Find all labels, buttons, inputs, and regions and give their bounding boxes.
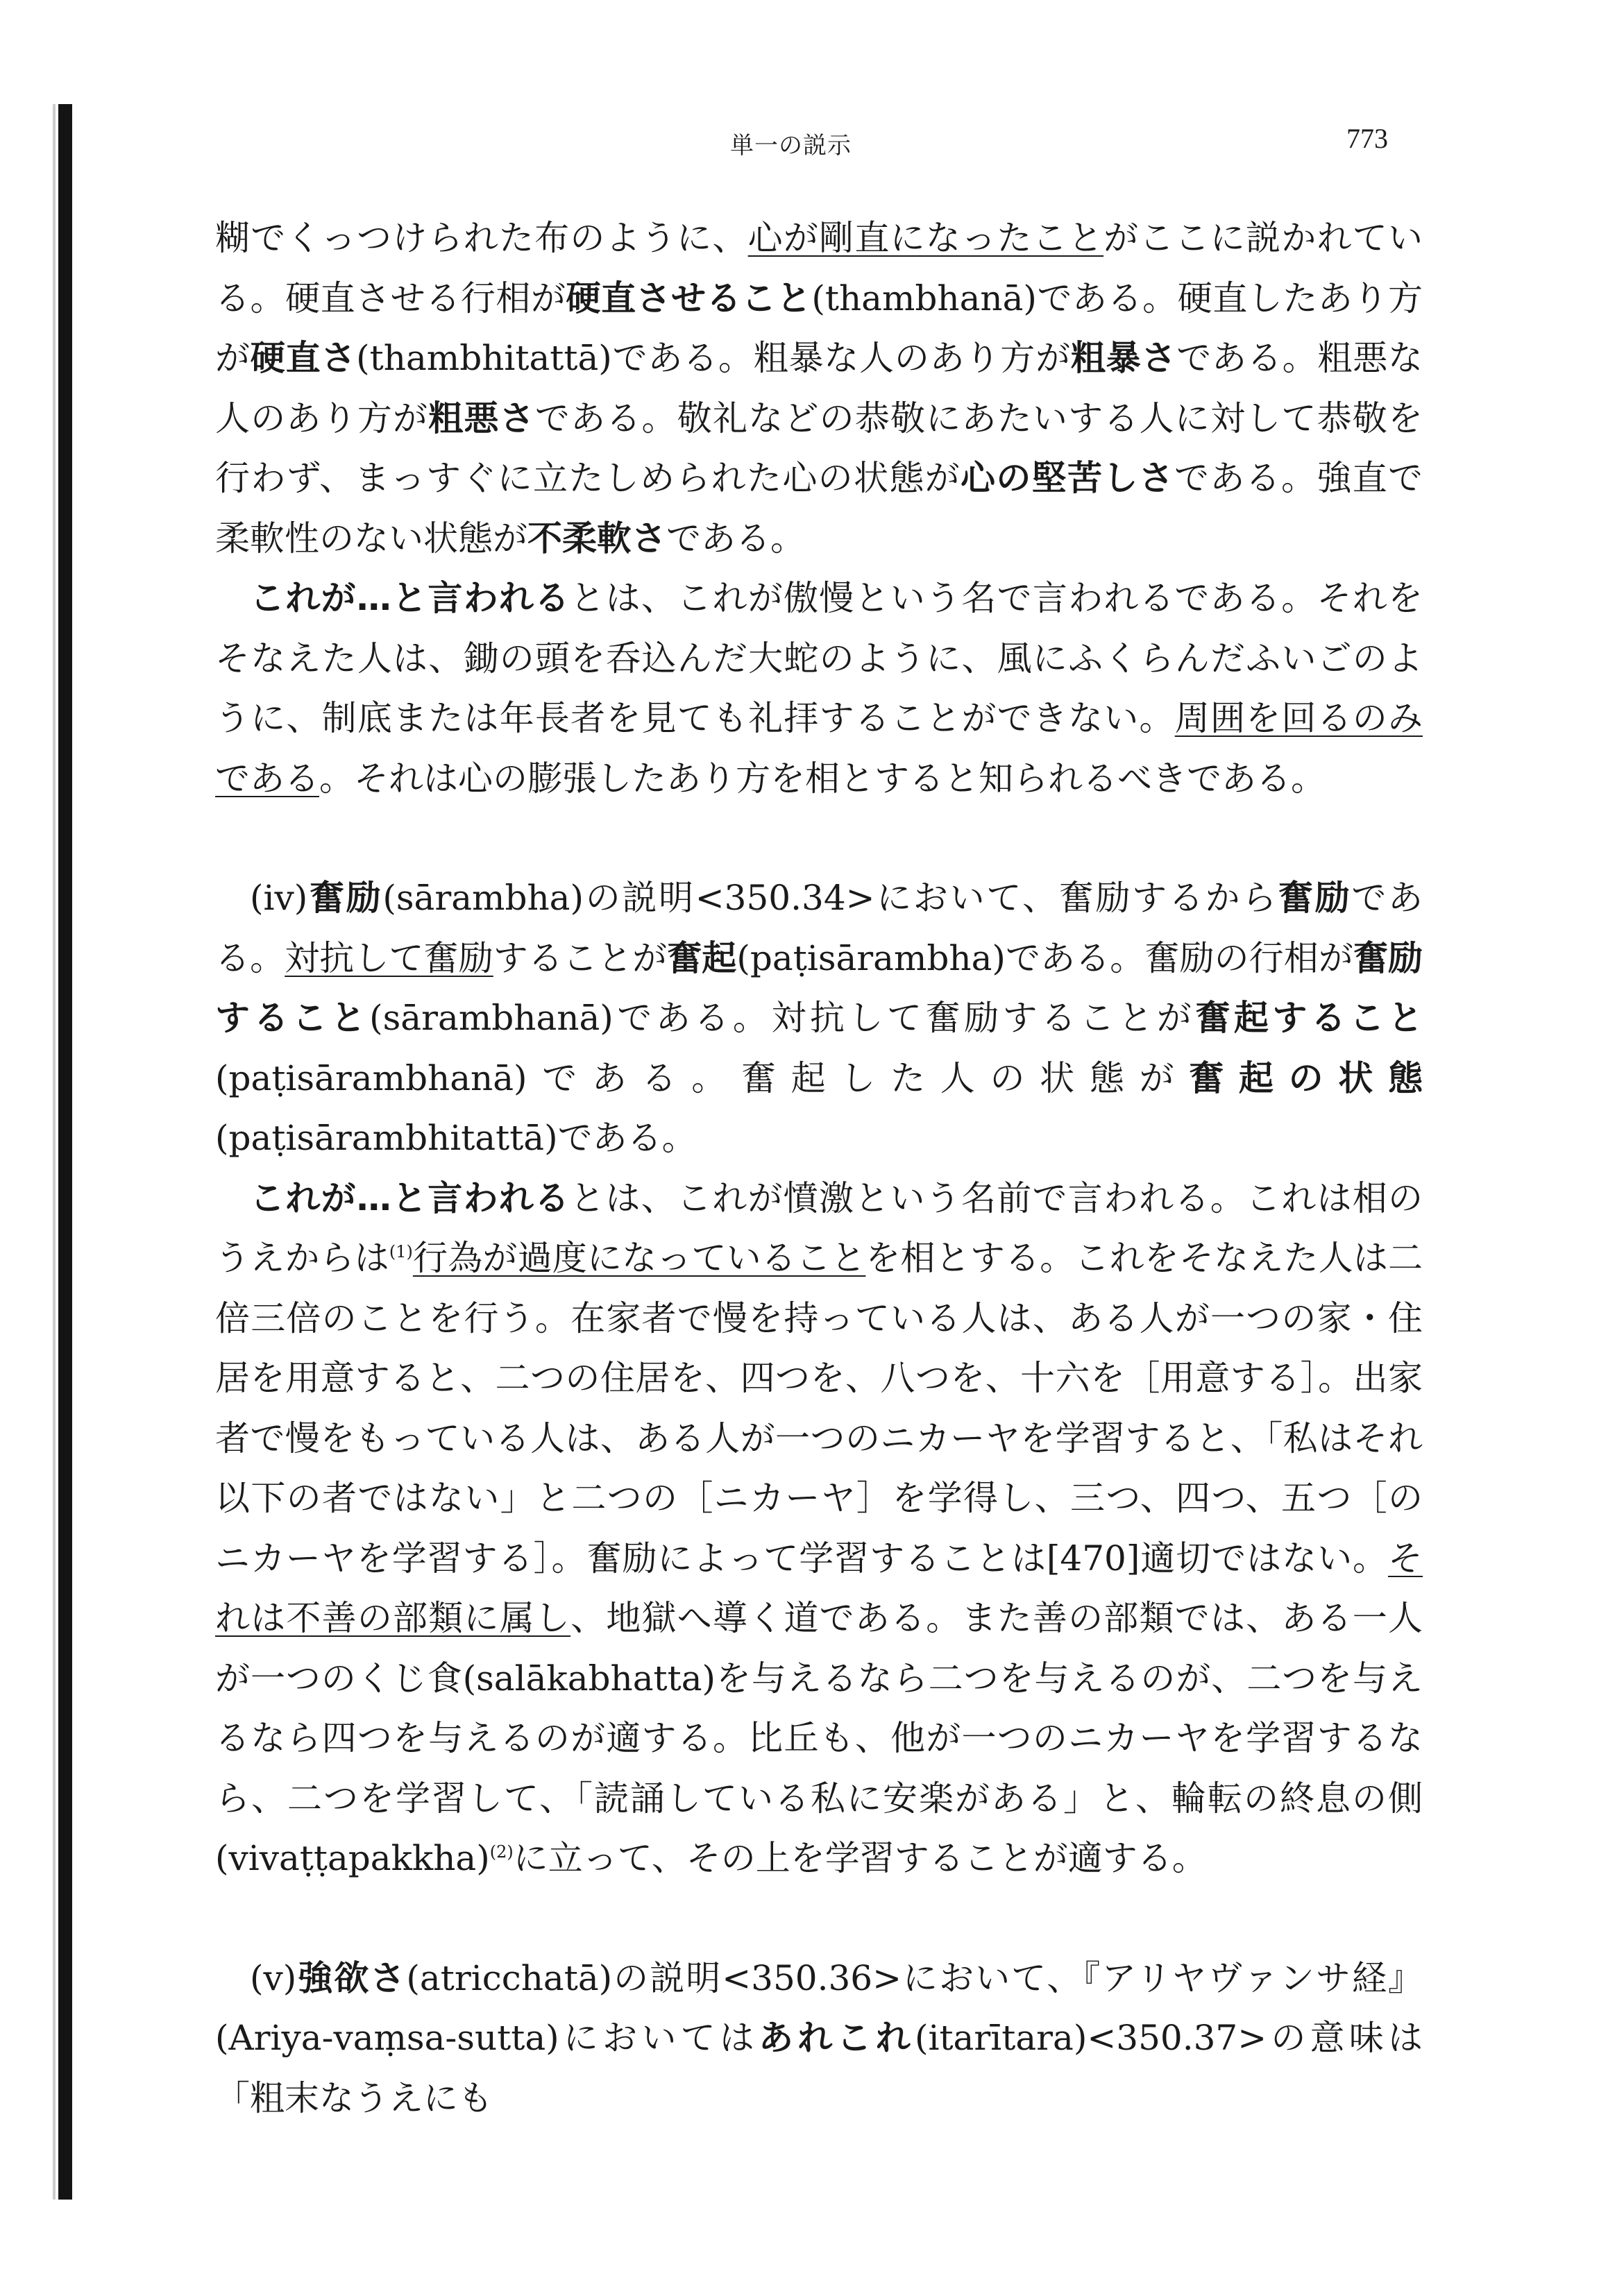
bold-term: これが…と言われる [250,1177,570,1218]
binding-edge [58,104,72,2200]
page-body [215,208,1423,2128]
underlined-text: 行為が過度になっていること [412,1238,866,1278]
text-run: 、地獄へ導く道である。また善の部類では、ある一人が一つのくじ食(salākabhatta)を与えるなら二つを与えるのが、二つを与えるなら四つを与えるのが適する。比丘も、他が一つのニカーヤを学習するなら、二つを学習して、「読誦している私に安楽がある」と、輪転の終息の側(vivaṭṭapakkha) [215,1598,1423,1878]
bold-term: 奮起すること [1195,998,1423,1038]
bold-term: 粗暴さ [1070,338,1177,378]
text-run: とは、これが憤激という名前で言われる。これは相のうえからは [215,1177,1423,1278]
text-run: である。 [215,878,1423,978]
underlined-text: 周囲を回るのみである [215,698,1423,799]
paragraph [215,1948,1423,2129]
bold-term: 奮励 [307,878,383,918]
bold-term: 奮励 [1278,878,1352,918]
section-gap [215,1889,1423,1948]
text-run: である。 [666,518,805,559]
bold-term: これが…と言われる [250,578,570,618]
binding-shadow [53,104,56,2200]
bold-term: 硬直さ [250,338,357,378]
page-number: 773 [1346,123,1388,154]
paragraph [215,1168,1423,1889]
text-run: である。粗悪な人のあり方が [215,338,1423,439]
text-run: である。強直で柔軟性のない状態が [215,458,1423,559]
text-run: (thambhanā)である。硬直したあり方が [215,278,1423,378]
text-run: がここに説かれている。硬直させる行相が [215,218,1423,318]
paragraph [215,568,1423,808]
text-run: (itarītara)<350.37>の意味は「粗末なうえにも [215,2018,1423,2118]
underlined-text: 心が剛直になったこと [747,218,1104,258]
bold-term: あれこれ [759,2018,915,2058]
text-run: 。それは心の膨張したあり方を相とすると知られるべきである。 [319,758,1326,799]
underlined-text: それは不善の部類に属し [215,1538,1423,1638]
footnote-ref: (2) [489,1842,514,1862]
text-run: とは、これが傲慢という名で言われるである。それをそなえた人は、鋤の頭を呑込んだ大蛇のように、風にふくらんだふいごのように、制底または年長者を見ても礼拝することができない。 [215,578,1423,738]
bold-term: 心の堅苦しさ [961,458,1174,498]
bold-term: 粗悪さ [428,398,535,439]
footnote-ref: (1) [389,1242,413,1261]
text-run: することが [493,937,668,978]
text-run: 糊でくっつけられた布のように、 [215,218,748,258]
text-run: (paṭisārambha)である。奮励の行相が [736,937,1353,978]
text-run: を相とする。これをそなえた人は二倍三倍のことを行う。在家者で慢を持っている人は、ある人が一つの家・住居を用意すると、二つの住居を、四つを、八つを、十六を［用意する］。出家者で慢をもっている人は、ある人が一つのニカーヤを学習すると、「私はそれ以下の者ではない」と二つの［ニカーヤ］を学得し、三つ、四つ、五つ［のニカーヤを学習する］。奮励によって学習することは[470]適切ではない。 [215,1238,1423,1579]
text-run: (paṭisārambhanā)である。奮起した人の状態が [215,1057,1190,1098]
text-run: (sārambha)の説明<350.34>において、奮励するから [382,878,1278,918]
bold-term: 奮起の状態 [1189,1057,1423,1098]
text-run: (sārambhanā)である。対抗して奮励することが [369,998,1196,1038]
text-run: (atricchatā)の説明<350.36>において、『アリヤヴァンサ経』(Ariya-vaṃsa-sutta)においては [215,1957,1423,2058]
text-run: に立って、その上を学習することが適する。 [513,1838,1207,1878]
text-run: (paṭisārambhitattā)である。 [215,1118,697,1158]
bold-term: 奮励すること [215,937,1423,1038]
paragraph [215,868,1423,1168]
bold-term: 奮起 [667,937,737,978]
running-header-title: 単一の説示 [730,132,852,160]
underlined-text: 対抗して奮励 [285,937,493,978]
text-run: (v) [250,1957,297,1998]
paragraph [215,208,1423,568]
bold-term: 強欲さ [296,1957,407,1998]
text-run: (thambhitattā)である。粗暴な人のあり方が [356,338,1071,378]
section-gap [215,808,1423,868]
bold-term: 硬直させること [566,278,812,318]
text-run: (iv) [250,878,308,918]
bold-term: 不柔軟さ [527,518,666,559]
text-run: である。敬礼などの恭敬にあたいする人に対して恭敬を行わず、まっすぐに立たしめられた心の状態が [215,398,1423,498]
